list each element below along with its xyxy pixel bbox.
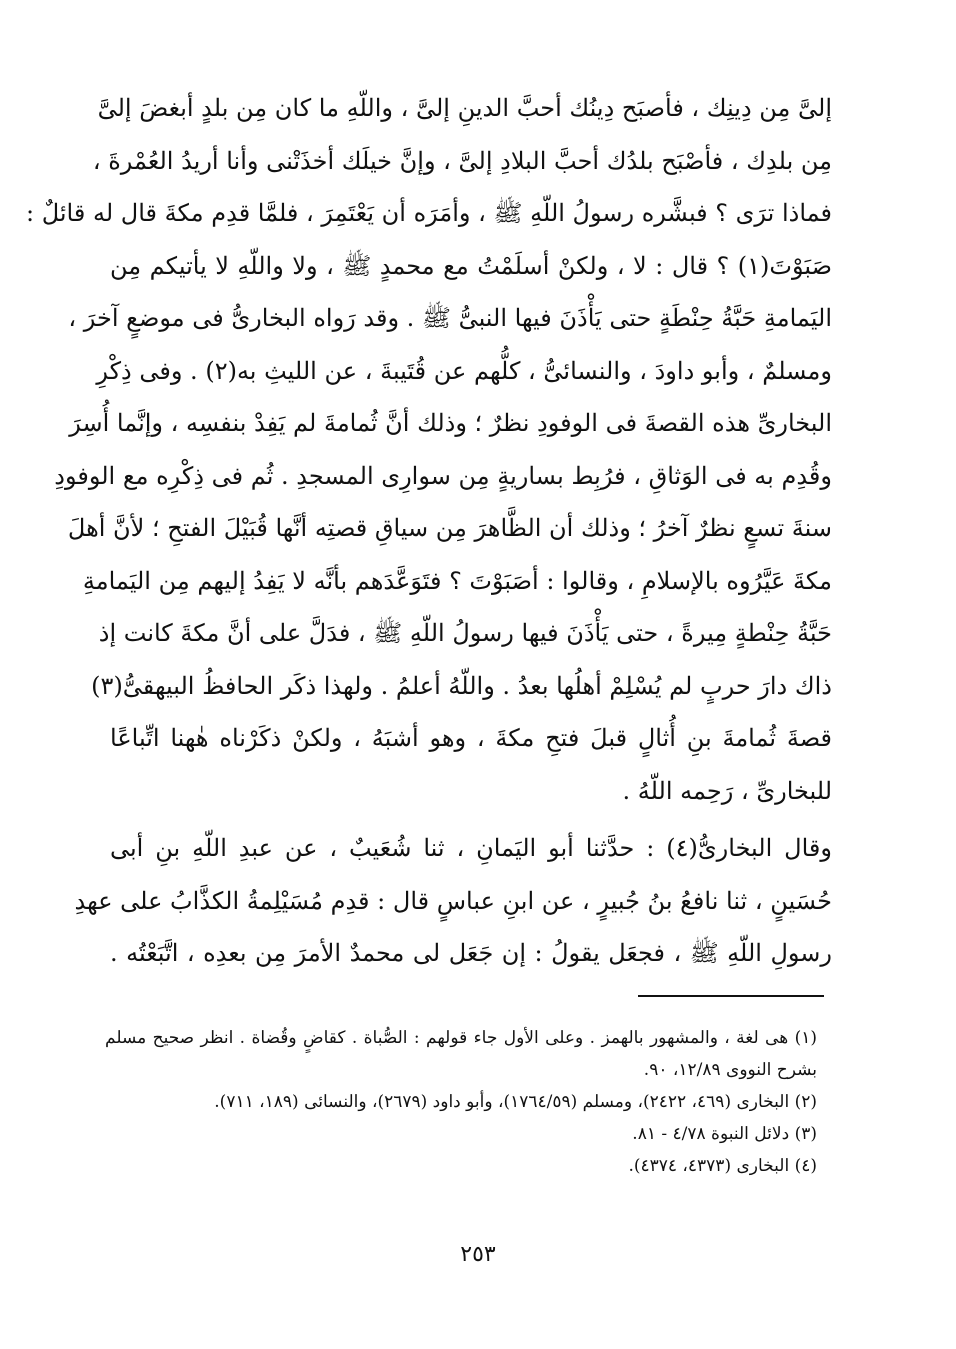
text-line: ومسلمٌ ، وأبو داودَ ، والنسائىُّ ، كلُّهم عن قُتَيبةَ ، عن الليثِ به(٢) . وفى ذِكْرِ	[96, 356, 832, 385]
text-line: للبخارىِّ ، رَحِمه اللّهُ .	[622, 776, 832, 805]
main-paragraph	[25, 82, 832, 817]
footnote-line: (٢) البخارى (٤٦٩، ٢٤٢٢)، ومسلم (١٧٦٤/٥٩)، وأبو داود (٢٦٧٩)، والنسائى (١٨٩، ٧١١).	[214, 1092, 817, 1112]
text-line: مكةَ عَيَّرُوه بالإسلامِ ، وقالوا : أصَبَوْتَ ؟ فتَوَعَّدَهم بأنَّه لا يَفِدُ إليهم مِن اليَمامةِ	[82, 566, 832, 595]
footnote-line: بشرح النووى ١٢/٨٩، ٩٠.	[643, 1060, 817, 1080]
text-line: سنةَ تسعٍ نظرٌ آخرُ ؛ وذلك أن الظَّاهرَ مِن سياقِ قصتِه أنَّها قُبَيْلَ الفتحِ ؛ لأنَّ أهلَ	[67, 514, 832, 542]
footnote-line: (٤) البخارى (٤٣٧٣، ٤٣٧٤).	[628, 1156, 817, 1176]
second-paragraph	[74, 822, 832, 980]
page-number: ٢٥٣	[460, 1242, 496, 1267]
footnote-separator	[638, 995, 824, 997]
footnotes	[105, 1022, 817, 1182]
text-line: رسولِ اللّهِ ﷺ ، فجعَل يقولُ : إن جَعَل لى محمدٌ الأمرَ مِن بعدِه ، اتَّبَعْتُه .	[110, 939, 832, 967]
text-line: مِن بلدِك ، فأصْبَح بلدُك أحبَّ البلادِ إلىَّ ، وإنَّ خيلَك أخذَتْنى وأنا أريدُ العُمْرةَ ،	[92, 146, 832, 175]
text-line: فماذا ترَى ؟ فبشَّره رسولُ اللّهِ ﷺ ، وأمَرَه أن يَعْتَمِرَ ، فلمَّا قدِم مكةَ قال له قائلٌ :	[25, 199, 832, 227]
text-line: البخارىِّ هذه القصةَ فى الوفودِ نظرٌ ؛ وذلك أنَّ ثُمامةَ لم يَفِدْ بنفسِه ، وإنَّما أُسِرَ	[69, 409, 832, 437]
text-line: صَبَوْتَ(١) ؟ قال : لا ، ولكنْ أسلَمْتُ مع محمدٍ ﷺ ، ولا واللّهِ لا يأتيكم مِن	[110, 251, 832, 280]
text-line: إلىَّ مِن دِينِك ، فأصبَح دِينُك أحبَّ الدينِ إلىَّ ، واللّهِ ما كان مِن بلدٍ أبغضَ إلىَّ	[97, 94, 832, 122]
text-line: وقال البخارىُّ(٤) : حدَّثنا أبو اليَمانِ ، ثنا شُعَيبٌ ، عن عبدِ اللّهِ بنِ أبى	[110, 834, 832, 862]
footnote-line: (١) هى لغة ، والمشهور بالهمز . وعلى الأول جاء قولهم : الصُّباة . كقاضٍ وقُضاة . انظر صحيح مسلم	[105, 1028, 817, 1048]
text-line: وقُدِم به فى الوَثاقِ ، فرُبِط بساريةٍ مِن سوارِى المسجدِ . ثُم فى ذِكْرِه مع الوفودِ	[54, 461, 832, 490]
text-line: حُسَينٍ ، ثنا نافعُ بنُ جُبيرٍ ، عن ابنِ عباسٍ قال : قدِم مُسَيْلِمةُ الكذَّابُ على عهدِ	[74, 886, 832, 915]
footnote-line: (٣) دلائل النبوة ٤/٧٨ - ٨١.	[632, 1124, 817, 1144]
text-line: ذاك دارَ حربٍ لم يُسْلِمْ أهلُها بعدُ . واللّهُ أعلمُ . ولهذا ذكَر الحافظُ البيهقىُّ(٣)	[91, 671, 832, 700]
text-line: قصةَ ثُمامةَ بنِ أُثالٍ قبلَ فتحِ مكةَ ، وهو أشبَهُ ، ولكنْ ذكَرْناه هٰهنا اتِّباعًا	[110, 724, 832, 752]
text-line: حَبَّةُ حِنْطةٍ مِيرةً ، حتى يَأْذَنَ فيها رسولُ اللّهِ ﷺ ، فدَلَّ على أنَّ مكةَ كانت إذ	[98, 619, 832, 647]
text-line: اليَمامةِ حَبَّةُ حِنْطَةٍ حتى يَأْذَنَ فيها النبىُّ ﷺ . وقد رَواه البخارىُّ فى موضعٍ آخرَ ،	[68, 304, 832, 332]
